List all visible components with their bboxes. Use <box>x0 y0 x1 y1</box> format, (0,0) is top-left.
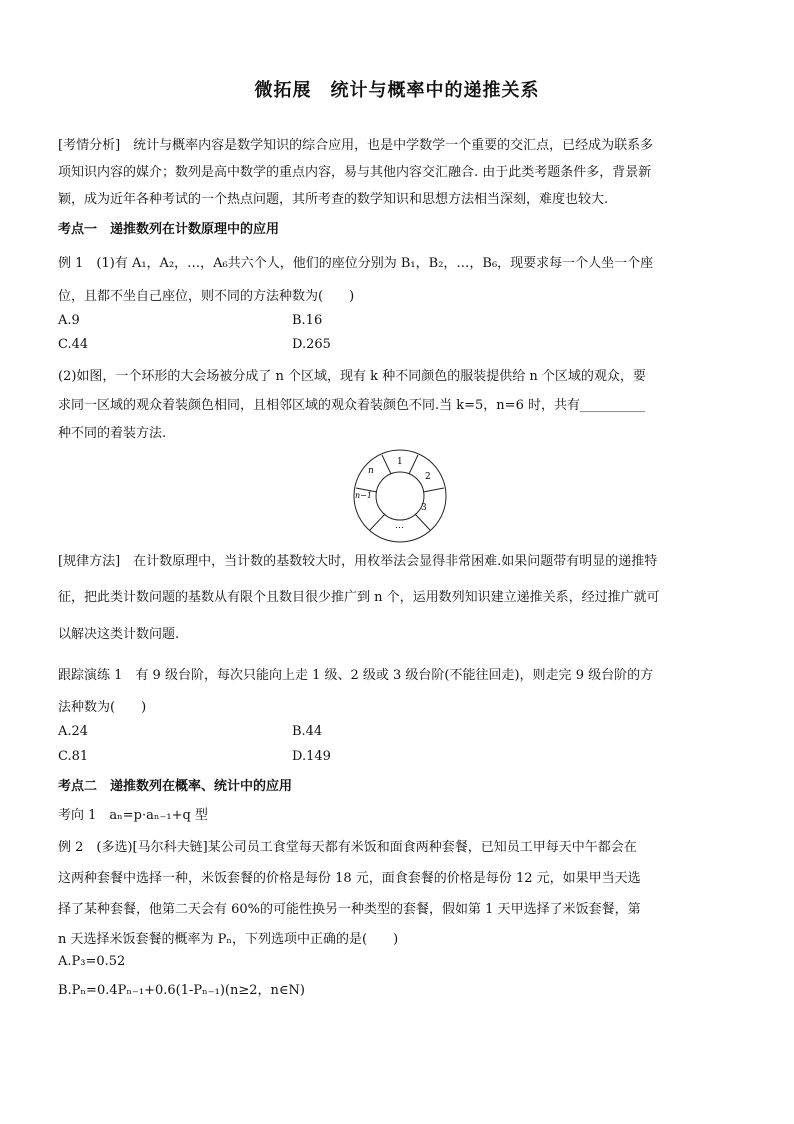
divider-line <box>415 514 430 530</box>
region-label-n-minus-1: n−1 <box>355 491 372 500</box>
divider-line <box>370 514 385 530</box>
practice-1-line-2: 法种数为( ) <box>58 700 147 715</box>
intro-line-2: 项知识内容的媒介；数列是高中数学的重点内容，易与其他内容交汇融合. 由于此类考题条件多，背景新 <box>58 165 652 180</box>
option-b: B.44 <box>292 724 323 739</box>
divider-line <box>423 488 444 492</box>
method-line-1: [规律方法] 在计数原理中，当计数的基数较大时，用枚举法会显得非常困难.如果问题带有明显的递推特 <box>58 554 658 569</box>
practice-1-line-1: 跟踪演练 1 有 9 级台阶，每次只能向上走 1 级、2 级或 3 级台阶(不能往回走)，则走完 9 级台阶的方 <box>58 668 654 683</box>
option-d: D.265 <box>292 337 331 352</box>
section-heading-2: 考点二 递推数列在概率、统计中的应用 <box>58 779 293 794</box>
example-2-line-4: n 天选择米饭套餐的概率为 Pₙ，下列选项中正确的是( ) <box>58 932 399 947</box>
region-label-1: 1 <box>397 457 403 467</box>
intro-line-1: [考情分析] 统计与概率内容是数学知识的综合应用，也是中学数学一个重要的交汇点，已经成为联系多 <box>58 138 654 153</box>
region-label-2: 2 <box>425 472 431 482</box>
method-line-3: 以解决这类计数问题. <box>58 627 180 642</box>
direction-1: 考向 1 aₙ=p·aₙ₋₁+q 型 <box>58 808 208 823</box>
example-1-part-2-line-2: 求同一区域的观众着装颜色相同，且相邻区域的观众着装颜色不同.当 k=5，n=6 时，共有__________ <box>58 398 645 413</box>
option-a: A.9 <box>58 313 80 328</box>
option-b: B.16 <box>292 313 323 328</box>
region-label-n: n <box>368 466 374 476</box>
example-1-line-2: 位，且都不坐自己座位，则不同的方法种数为( ) <box>58 289 355 304</box>
method-line-2: 征，把此类计数问题的基数从有限个且数目很少推广到 n 个，运用数列知识建立递推关系，经过推广就可 <box>58 590 660 605</box>
option-a: A.P₃=0.52 <box>58 954 126 969</box>
example-2-line-3: 择了某种套餐，他第二天会有 60%的可能性换另一种类型的套餐，假如第 1 天甲选择了米饭套餐，第 <box>58 902 641 917</box>
divider-line <box>382 455 391 474</box>
option-d: D.149 <box>292 749 331 764</box>
region-label-3: 3 <box>421 503 427 513</box>
option-a: A.24 <box>58 724 89 739</box>
option-c: C.44 <box>58 337 89 352</box>
example-1-line-1: 例 1 (1)有 A₁，A₂，…，A₆共六个人，他们的座位分别为 B₁，B₂，…，B₆，现要求每一个人坐一个座 <box>58 256 654 271</box>
ring-venue-diagram <box>352 448 448 544</box>
option-c: C.81 <box>58 749 89 764</box>
example-2-line-2: 这两种套餐中选择一种，米饭套餐的价格是每份 18 元，面食套餐的价格是每份 12 元，如果甲当天选 <box>58 871 641 886</box>
section-heading-1: 考点一 递推数列在计数原理中的应用 <box>58 222 280 237</box>
example-2-line-1: 例 2 (多选)[马尔科夫链]某公司员工食堂每天都有米饭和面食两种套餐，已知员工甲每天中午都会在 <box>58 840 637 855</box>
page-title: 微拓展 统计与概率中的递推关系 <box>254 80 540 101</box>
intro-line-3: 颖，成为近年各种考试的一个热点问题，其所考查的数学知识和思想方法相当深刻，难度也较大. <box>58 192 609 207</box>
option-b: B.Pₙ=0.4Pₙ₋₁+0.6(1-Pₙ₋₁)(n≥2，n∈N) <box>58 983 305 998</box>
region-label-ellipsis: … <box>395 521 404 531</box>
divider-line <box>409 455 418 474</box>
example-1-part-2-line-3: 种不同的着装方法. <box>58 426 167 441</box>
example-1-part-2-line-1: (2)如图，一个环形的大会场被分成了 n 个区域，现有 k 种不同颜色的服装提供给 n 个区域的观众，要 <box>58 369 646 384</box>
